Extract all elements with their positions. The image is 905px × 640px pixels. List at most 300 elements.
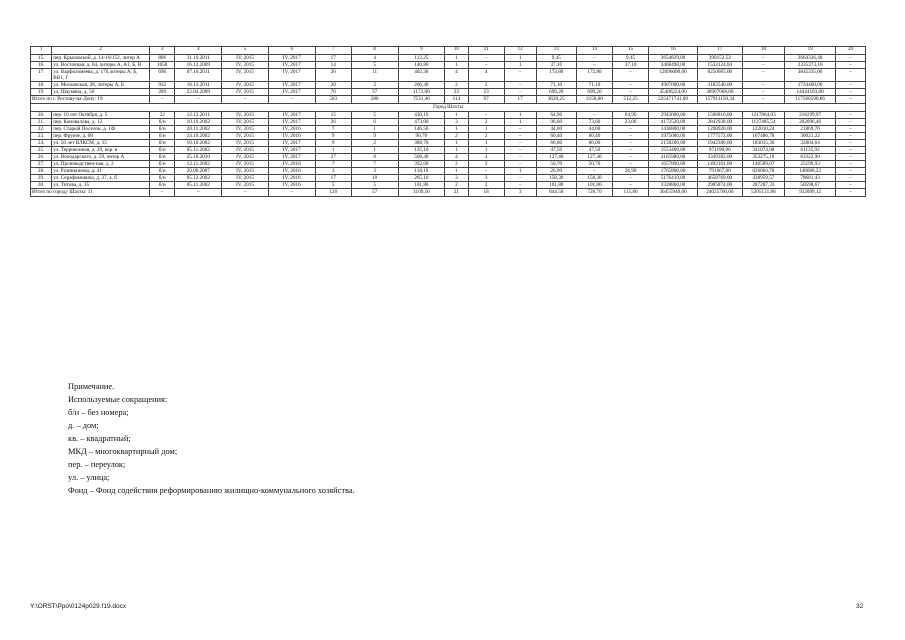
table-cell: 3328860,00	[649, 182, 698, 189]
table-cell: IV, 2016	[268, 175, 315, 182]
table-cell: Город Шахты	[31, 104, 866, 112]
header-row	[31, 47, 866, 55]
table-cell: 1	[445, 126, 468, 133]
table-cell: 2	[445, 133, 468, 140]
table-cell: 392,00	[398, 161, 445, 168]
table-cell: 1	[445, 62, 468, 69]
table-cell: 1217864,03	[742, 112, 784, 119]
table-cell: –	[613, 133, 649, 140]
table-cell: 37,10	[613, 62, 649, 69]
table-cell: 4	[175, 47, 222, 55]
table-cell: IV, 2015	[222, 55, 269, 62]
table-cell: 5176410,00	[649, 175, 698, 182]
table-cell: 3845335,00	[785, 69, 836, 82]
table-cell: 1765800,00	[649, 168, 698, 175]
table-cell: 18	[742, 47, 784, 55]
table-cell: 1	[351, 147, 398, 154]
note-line: ул. – улица;	[68, 473, 110, 482]
table-cell: 13	[536, 47, 576, 55]
table-cell: –	[836, 62, 866, 69]
table-cell: 64,90	[613, 112, 649, 119]
table-cell: 202096,46	[785, 119, 836, 126]
table-cell: 265,10	[398, 175, 445, 182]
table-cell: 2	[445, 182, 468, 189]
table-cell: 8	[351, 47, 398, 55]
table-cell: 1724460,00	[785, 82, 836, 89]
table-cell: 2335373,16	[785, 62, 836, 69]
table-cell: 2943000,00	[649, 112, 698, 119]
table-cell: –	[504, 126, 536, 133]
table-cell: IV, 2015	[222, 62, 269, 69]
table-row	[31, 161, 866, 168]
table-cell: б/н	[149, 119, 174, 126]
table-cell: Итого по городу Шахты: 11	[31, 189, 150, 197]
table-cell: 146,56	[398, 126, 445, 133]
table-cell: 18.	[31, 82, 52, 89]
table-cell: ул. Восточная, д. 64, литеры А, А1, Б, В	[52, 62, 150, 69]
table-cell: 23,00	[613, 119, 649, 126]
table-cell: –	[836, 133, 866, 140]
table-cell: 32804,64	[785, 140, 836, 147]
table-cell: 1	[445, 112, 468, 119]
table-cell: пер. Старый Поселок, д. 1Ф	[52, 126, 150, 133]
table-cell: 157911150,34	[698, 96, 743, 104]
table-cell: 115,80	[613, 189, 649, 197]
table-cell: пер. 10 лет Октября, д. 5	[52, 112, 150, 119]
table-cell: 1	[504, 168, 536, 175]
table-cell: 5	[351, 112, 398, 119]
table-cell: –	[504, 89, 536, 96]
note-line: кв. – квадратный;	[68, 434, 131, 443]
table-cell: 126	[315, 189, 351, 197]
table-cell: –	[504, 133, 536, 140]
table-cell: 2	[351, 82, 398, 89]
table-row	[31, 133, 866, 140]
table-cell: 1058	[149, 62, 174, 69]
table-cell: 127,40	[576, 154, 612, 161]
table-cell: 806	[149, 55, 174, 62]
table-cell: 66,00	[576, 140, 612, 147]
table-cell: IV, 2017	[268, 119, 315, 126]
table-cell: 826064,78	[742, 168, 784, 175]
table-cell: –	[613, 182, 649, 189]
table-cell: 17	[315, 55, 351, 62]
table-cell: 341074,08	[742, 147, 784, 154]
table-cell: IV, 2015	[222, 140, 269, 147]
table-cell: 20	[315, 82, 351, 89]
table-cell: ул. Шаумяна, д. 56	[52, 89, 150, 96]
table-cell: IV, 2016	[268, 126, 315, 133]
table-cell: 1298920,00	[698, 126, 743, 133]
table-cell: 1	[504, 119, 536, 126]
table-cell: IV, 2016	[268, 133, 315, 140]
table-cell: 2	[52, 47, 150, 55]
table-cell: 37	[351, 89, 398, 96]
table-cell: 1	[445, 55, 468, 62]
table-cell: 05.11.2002	[175, 182, 222, 189]
table-cell: –	[836, 189, 866, 197]
table-cell: 503	[315, 96, 351, 104]
table-cell: ул. 50 лет ВЛКСМ, д. 15	[52, 140, 150, 147]
table-row	[31, 154, 866, 161]
table-cell: 20.	[31, 112, 52, 119]
table-cell: 7531,46	[398, 96, 445, 104]
table-cell: 1533124,84	[698, 62, 743, 69]
table-cell: ул. Терриконная, д. 20, кор. в	[52, 147, 150, 154]
table-cell: 17	[698, 47, 743, 55]
table-cell: 353275,10	[742, 154, 784, 161]
table-cell: 21869,76	[785, 126, 836, 133]
table-cell: 27.	[31, 161, 52, 168]
table-cell: 1	[351, 126, 398, 133]
table-cell: –	[222, 96, 269, 104]
table-cell: 9,45	[536, 55, 576, 62]
table-cell: 30.	[31, 182, 52, 189]
table-cell: 7	[315, 161, 351, 168]
table-cell: 60,40	[536, 133, 576, 140]
table-cell: –	[613, 147, 649, 154]
table-row	[31, 147, 866, 154]
table-cell: 158,30	[536, 175, 576, 182]
table-cell: 7	[315, 47, 351, 55]
table-cell: 64,90	[536, 112, 576, 119]
page-number: 32	[856, 603, 864, 610]
table-cell: 05.11.2002	[175, 147, 222, 154]
table-cell: 44,00	[536, 126, 576, 133]
table-cell: 3109,56	[398, 189, 445, 197]
table-cell: 66,00	[536, 140, 576, 147]
table-cell: –	[504, 154, 536, 161]
table-cell: IV, 2015	[222, 133, 269, 140]
table-cell: –	[836, 96, 866, 104]
table-cell: Итого по г. Ростову-на-Дону: 19	[31, 96, 150, 104]
table-cell: IV, 2017	[268, 69, 315, 82]
table-cell: 6	[351, 119, 398, 126]
table-cell: 3182540,00	[698, 82, 743, 89]
table-row	[31, 89, 866, 96]
table-cell: пер. Коновалова, д. 12	[52, 119, 150, 126]
table-cell: –	[175, 189, 222, 197]
table-cell: 24.	[31, 140, 52, 147]
table-cell: 289	[149, 89, 174, 96]
table-cell: 1	[504, 62, 536, 69]
table-cell: 3158,00	[576, 96, 612, 104]
table-cell: 1172,00	[398, 89, 445, 96]
data-table	[30, 46, 866, 197]
table-cell: –	[836, 119, 866, 126]
table-cell: –	[836, 168, 866, 175]
table-cell: 2905874,00	[698, 182, 743, 189]
table-cell: 7	[315, 126, 351, 133]
table-cell: 127,40	[536, 154, 576, 161]
table-cell: 438959,57	[742, 175, 784, 182]
table-cell: 78681,43	[785, 175, 836, 182]
table-cell: 932	[149, 82, 174, 89]
table-cell: 37,10	[536, 62, 576, 69]
table-cell: ул. Варфоломеева, д. 176,литеры А, Б, ВВ1, Г	[52, 69, 150, 82]
table-cell: –	[268, 189, 315, 197]
table-cell: –	[836, 55, 866, 62]
table-cell: 21	[445, 189, 468, 197]
table-cell: –	[836, 89, 866, 96]
table-cell: –	[836, 126, 866, 133]
table-cell: 9	[351, 133, 398, 140]
table-cell: IV, 2015	[222, 112, 269, 119]
table-cell: 25.	[31, 147, 52, 154]
table-cell: 16.	[31, 62, 52, 69]
table-cell: 26,90	[613, 168, 649, 175]
table-cell: –	[222, 189, 269, 197]
table-cell: 24025700,00	[698, 189, 743, 197]
note-line: Примечание.	[68, 382, 115, 391]
table-cell: 14444163,00	[785, 89, 836, 96]
table-cell: IV, 2017	[268, 82, 315, 89]
note-line: Используемые сокращения:	[68, 395, 168, 404]
table-cell: 266,40	[398, 82, 445, 89]
table-cell: –	[836, 175, 866, 182]
table-row	[31, 140, 866, 147]
table-cell: –	[836, 69, 866, 82]
table-cell: –	[836, 147, 866, 154]
table-cell: 2	[468, 82, 504, 89]
table-cell: 172,80	[576, 69, 612, 82]
table-cell: 70	[315, 89, 351, 96]
table-cell: 932099,12	[785, 189, 836, 197]
table-row	[31, 175, 866, 182]
table-cell: 135,10	[398, 147, 445, 154]
table-cell: 117560590,66	[785, 96, 836, 104]
table-cell: –	[742, 82, 784, 89]
table-cell: 430,10	[398, 112, 445, 119]
table-cell: б/н	[149, 175, 174, 182]
table-cell: –	[836, 140, 866, 147]
table-row	[31, 119, 866, 126]
table-cell: 4172520,00	[649, 119, 698, 126]
table-cell: –	[504, 175, 536, 182]
table-cell: 90,70	[398, 133, 445, 140]
table-cell: 225471741,00	[649, 96, 698, 104]
table-cell: 3	[445, 175, 468, 182]
table-cell: 10.10.2002	[175, 140, 222, 147]
table-cell: 14	[315, 62, 351, 69]
table-cell: 2	[468, 182, 504, 189]
table-cell: 60,40	[576, 133, 612, 140]
footer-file-path: Y:\ORST\Ppo\0124p029.f19.docx	[30, 603, 127, 610]
table-cell: –	[613, 82, 649, 89]
table-cell: 16.12.2009	[175, 62, 222, 69]
table-cell: 696	[149, 69, 174, 82]
table-cell: 23.	[31, 133, 52, 140]
table-cell: 30021,22	[785, 133, 836, 140]
table-cell: 17	[315, 175, 351, 182]
table-cell: 71,10	[536, 82, 576, 89]
table-cell: 699,20	[576, 89, 612, 96]
table-cell: 1975080,00	[649, 133, 698, 140]
table-row	[31, 182, 866, 189]
table-cell: –	[836, 161, 866, 168]
table-cell: –	[613, 89, 649, 96]
table-cell: б/н	[149, 161, 174, 168]
table-cell: –	[504, 182, 536, 189]
table-cell: 388,70	[398, 140, 445, 147]
table-cell: 15	[315, 112, 351, 119]
note-line: МКД – многоквартирный дом;	[68, 447, 178, 456]
section-row	[31, 104, 866, 112]
table-cell: 4	[468, 154, 504, 161]
table-cell: 22	[149, 112, 174, 119]
table-cell: 122010,24	[742, 126, 784, 133]
table-cell: 2158200,00	[649, 140, 698, 147]
table-cell: 101,80	[576, 182, 612, 189]
table-cell: 26	[315, 69, 351, 82]
table-cell: 12.12.2011	[175, 112, 222, 119]
table-cell: 512,25	[613, 96, 649, 104]
table-cell: 21.	[31, 119, 52, 126]
table-cell: 07.10.2011	[175, 69, 222, 82]
table-cell: 1	[445, 147, 468, 154]
table-cell: 31.10.2011	[175, 55, 222, 62]
table-cell: –	[836, 182, 866, 189]
table-cell: 12.11.2002	[175, 161, 222, 168]
table-cell: –	[742, 69, 784, 82]
table-cell: 1	[468, 126, 504, 133]
table-cell: 5205131,88	[742, 189, 784, 197]
table-cell: 2664336,48	[785, 55, 836, 62]
table-cell: ул. Производствен-ная, д. 2	[52, 161, 150, 168]
table-cell: 50598,67	[785, 182, 836, 189]
table-cell: 1436800,00	[649, 126, 698, 133]
table-cell: 4	[351, 55, 398, 62]
table-cell: 4	[445, 154, 468, 161]
notes-block	[68, 380, 355, 497]
table-cell: –	[836, 112, 866, 119]
table-cell: ул. Серафимовича, д. 37, а, б	[52, 175, 150, 182]
table-cell: 17	[504, 96, 536, 104]
table-cell: 05.12.2002	[175, 175, 222, 182]
table-cell: 971190,00	[698, 147, 743, 154]
table-cell: 101,80	[398, 182, 445, 189]
note-line: Фонд – Фонд содействия реформированию жилищно-коммунального хозяйства.	[68, 486, 355, 495]
table-cell: 1127485,54	[742, 119, 784, 126]
table-cell: –	[175, 96, 222, 104]
table-cell: –	[576, 168, 612, 175]
table-cell: 114	[445, 96, 468, 104]
table-cell: –	[468, 112, 504, 119]
table-cell: 8	[351, 154, 398, 161]
note-line: д. – дом;	[68, 421, 99, 430]
table-cell: 3	[351, 168, 398, 175]
table-cell: 16.12.2011	[175, 82, 222, 89]
table-cell: ул. Володарского, д. 59, литер А	[52, 154, 150, 161]
table-row	[31, 126, 866, 133]
table-cell: б/н	[149, 147, 174, 154]
table-cell: –	[613, 154, 649, 161]
total-row	[31, 96, 866, 104]
table-cell: 1	[504, 112, 536, 119]
table-cell: 1	[504, 55, 536, 62]
table-cell: –	[742, 55, 784, 62]
table-cell: 20	[836, 47, 866, 55]
table-cell: 287287,33	[742, 182, 784, 189]
table-cell: 26	[315, 119, 351, 126]
table-body	[31, 47, 866, 197]
table-cell: IV, 2015	[222, 175, 269, 182]
table-cell: –	[504, 161, 536, 168]
table-cell: IV, 2015	[222, 161, 269, 168]
table-cell: IV, 2015	[222, 89, 269, 96]
table-cell: 4	[445, 69, 468, 82]
table-cell: 1	[315, 147, 351, 154]
table-cell: 140,80	[398, 62, 445, 69]
table-cell: 19	[785, 47, 836, 55]
table-cell: 96,60	[536, 119, 576, 126]
table-cell: IV, 2017	[268, 154, 315, 161]
table-cell: 27	[315, 154, 351, 161]
table-cell: 3	[149, 47, 174, 55]
table-cell: –	[613, 126, 649, 133]
table-cell: 50,70	[536, 161, 576, 168]
table-cell: 1553400,00	[649, 147, 698, 154]
table-cell: 2	[468, 161, 504, 168]
table-cell: 20.11.2002	[175, 126, 222, 133]
table-row	[31, 168, 866, 175]
table-cell: 148068,22	[785, 168, 836, 175]
table-cell: 9,45	[613, 55, 649, 62]
table-cell: 699,20	[536, 89, 576, 96]
table-cell: 12096000,00	[649, 69, 698, 82]
table-cell: IV, 2017	[268, 62, 315, 69]
table-cell: 12	[504, 47, 536, 55]
table-cell: 20.06.2007	[175, 168, 222, 175]
table-cell: 47,50	[536, 147, 576, 154]
table-cell: –	[504, 140, 536, 147]
table-cell: –	[149, 189, 174, 197]
table-cell: –	[504, 69, 536, 82]
table-cell: IV, 2015	[222, 182, 269, 189]
table-cell: 16	[649, 47, 698, 55]
table-cell: б/н	[149, 133, 174, 140]
table-cell: 4907000,00	[649, 82, 698, 89]
table-cell: 14	[576, 47, 612, 55]
table-cell: 1657890,00	[649, 161, 698, 168]
table-cell: 97	[468, 96, 504, 104]
table-cell: 10	[445, 47, 468, 55]
table-cell: –	[504, 82, 536, 89]
table-cell: 3	[504, 189, 536, 197]
table-cell: IV, 2015	[222, 147, 269, 154]
table-cell: IV, 2015	[222, 119, 269, 126]
table-cell: 112,25	[398, 55, 445, 62]
table-cell: 11	[351, 69, 398, 82]
table-cell: 568,40	[398, 154, 445, 161]
table-cell: 11	[468, 47, 504, 55]
table-cell: 22.04.2009	[175, 89, 222, 96]
table-cell: 1	[445, 140, 468, 147]
table-cell: 10	[351, 175, 398, 182]
table-cell: 1	[468, 147, 504, 154]
table-cell: 9	[315, 140, 351, 147]
table-cell: 218299,97	[785, 112, 836, 119]
table-cell: 30455940,00	[649, 189, 698, 197]
table-cell: 2	[468, 133, 504, 140]
table-cell: –	[742, 96, 784, 104]
table-cell: –	[576, 112, 612, 119]
table-cell: 6	[268, 47, 315, 55]
table-cell: б/н	[149, 154, 174, 161]
table-cell: IV, 2017	[268, 55, 315, 62]
table-cell: 1777572,00	[698, 133, 743, 140]
table-cell: 158,30	[576, 175, 612, 182]
